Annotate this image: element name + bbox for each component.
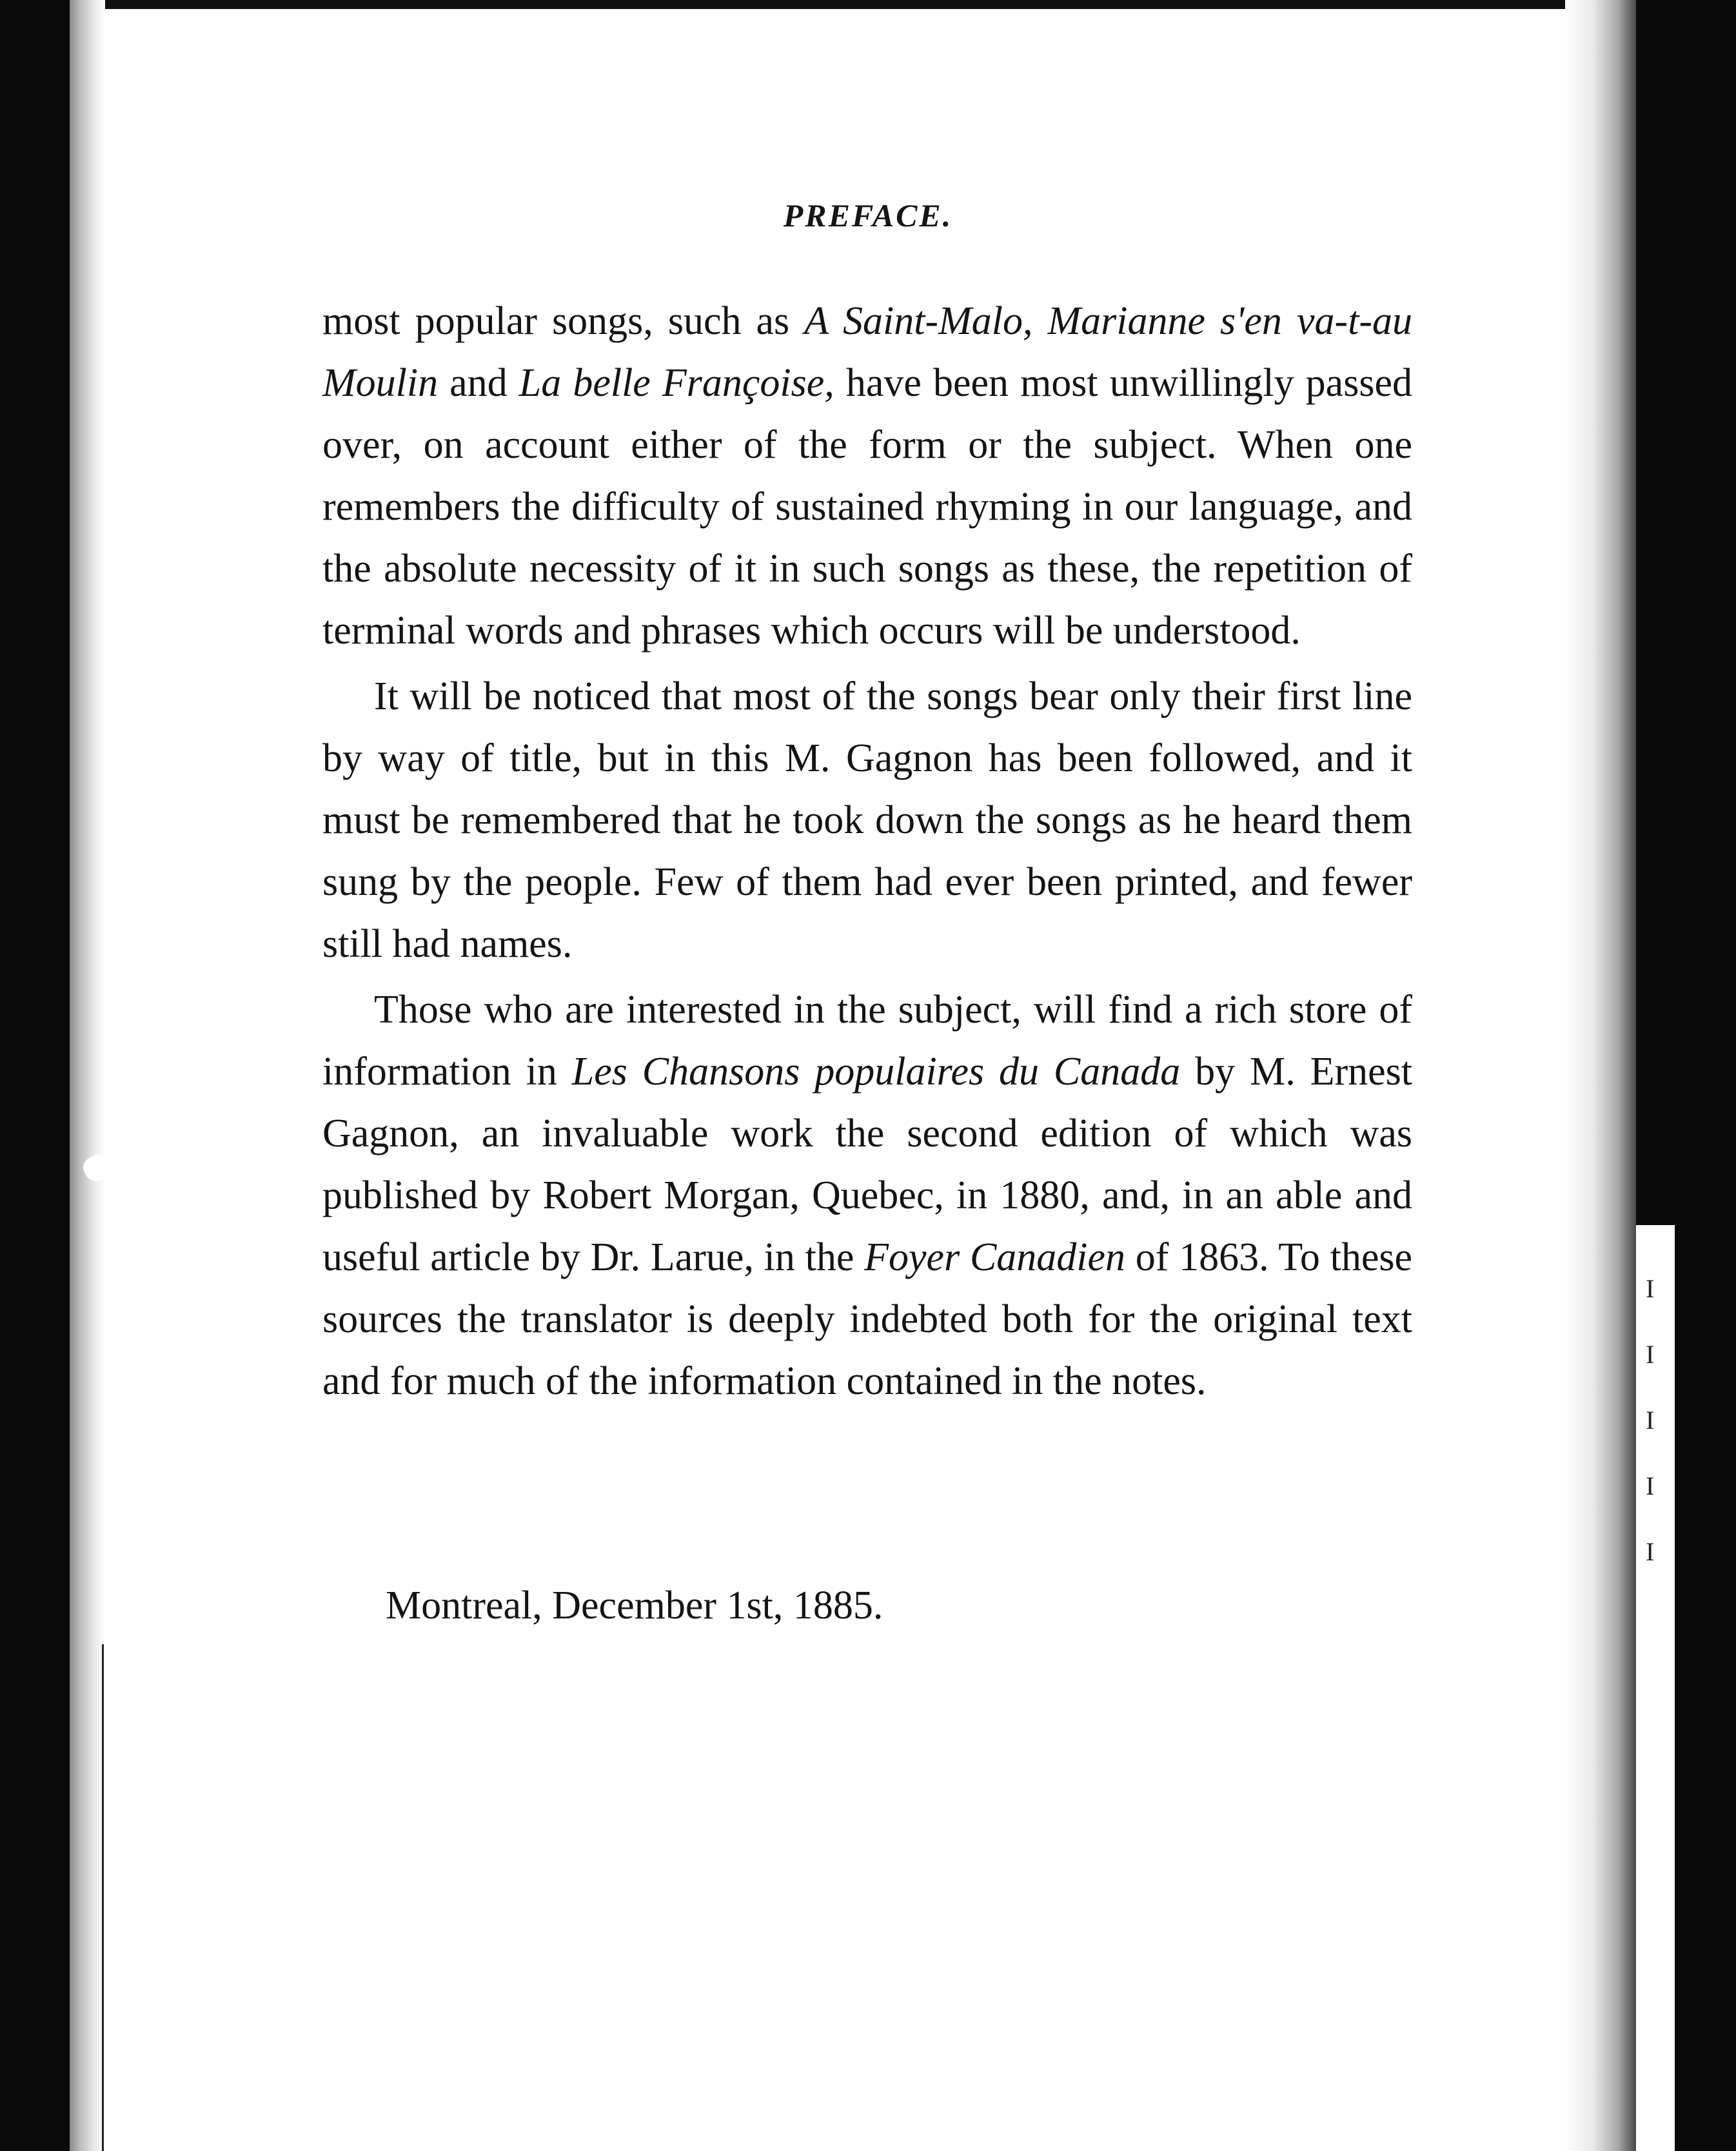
margin-mark: I	[1646, 1537, 1655, 1566]
paragraph-3	[322, 979, 1412, 1412]
scan-left-edge	[0, 0, 70, 2151]
scan-left-rule	[102, 1644, 104, 2151]
text-run: by M. Ernest Gagnon, an invaluable work the second edition of which was published by Robert Morgan, Quebec, in 1880, and, in an able and useful article by Dr. Larue, in the	[322, 1050, 1412, 1279]
text-run: have been most unwillingly passed over, on account either of the form or the subject. When one remembers the difficulty of sustained rhyming in our language, and the absolute necessity of it in such songs as these, the repetition of terminal words and phrases which occurs will be understood.	[322, 361, 1412, 653]
margin-mark: I	[1646, 1471, 1655, 1500]
margin-mark: I	[1646, 1274, 1655, 1303]
margin-mark: I	[1646, 1406, 1655, 1435]
dateline: Montreal, December 1st, 1885.	[386, 1584, 883, 1627]
margin-mark: I	[1646, 1340, 1655, 1369]
text-run: It will be noticed that most of the songs bear only their first line by way of title, but in this M. Gagnon has been followed, and it must be remembered that he took down the songs as he heard them sung by the people. Few of them had ever been printed, and fewer still had names.	[322, 674, 1412, 966]
text-run: Those who are interested in the subject, will find a rich store of information in	[322, 988, 1412, 1094]
text-run: most popular songs, such as	[322, 299, 805, 343]
facing-page-marks	[1646, 1273, 1672, 1602]
song-titles: A Saint-Malo, Marianne s'en va-t-au Moulin	[322, 299, 1412, 405]
scan-top-edge	[0, 0, 1736, 9]
scan-right-gutter-shadow	[1565, 0, 1636, 2151]
running-head: PREFACE.	[783, 197, 953, 233]
text-run: of 1863. To these sources the translator is deeply indebted both for the original text and for much of the information contained in the notes.	[322, 1235, 1412, 1403]
scan-left-gutter-shadow	[70, 0, 105, 2151]
body-text	[322, 290, 1412, 1412]
paragraph-1	[322, 290, 1412, 662]
text-run: and	[438, 361, 519, 405]
book-title: Les Chansons populaires du Canada	[571, 1050, 1181, 1094]
periodical-title: Foyer Canadien	[864, 1235, 1126, 1279]
paragraph-2	[322, 665, 1412, 975]
song-title: La belle Françoise,	[518, 361, 834, 405]
